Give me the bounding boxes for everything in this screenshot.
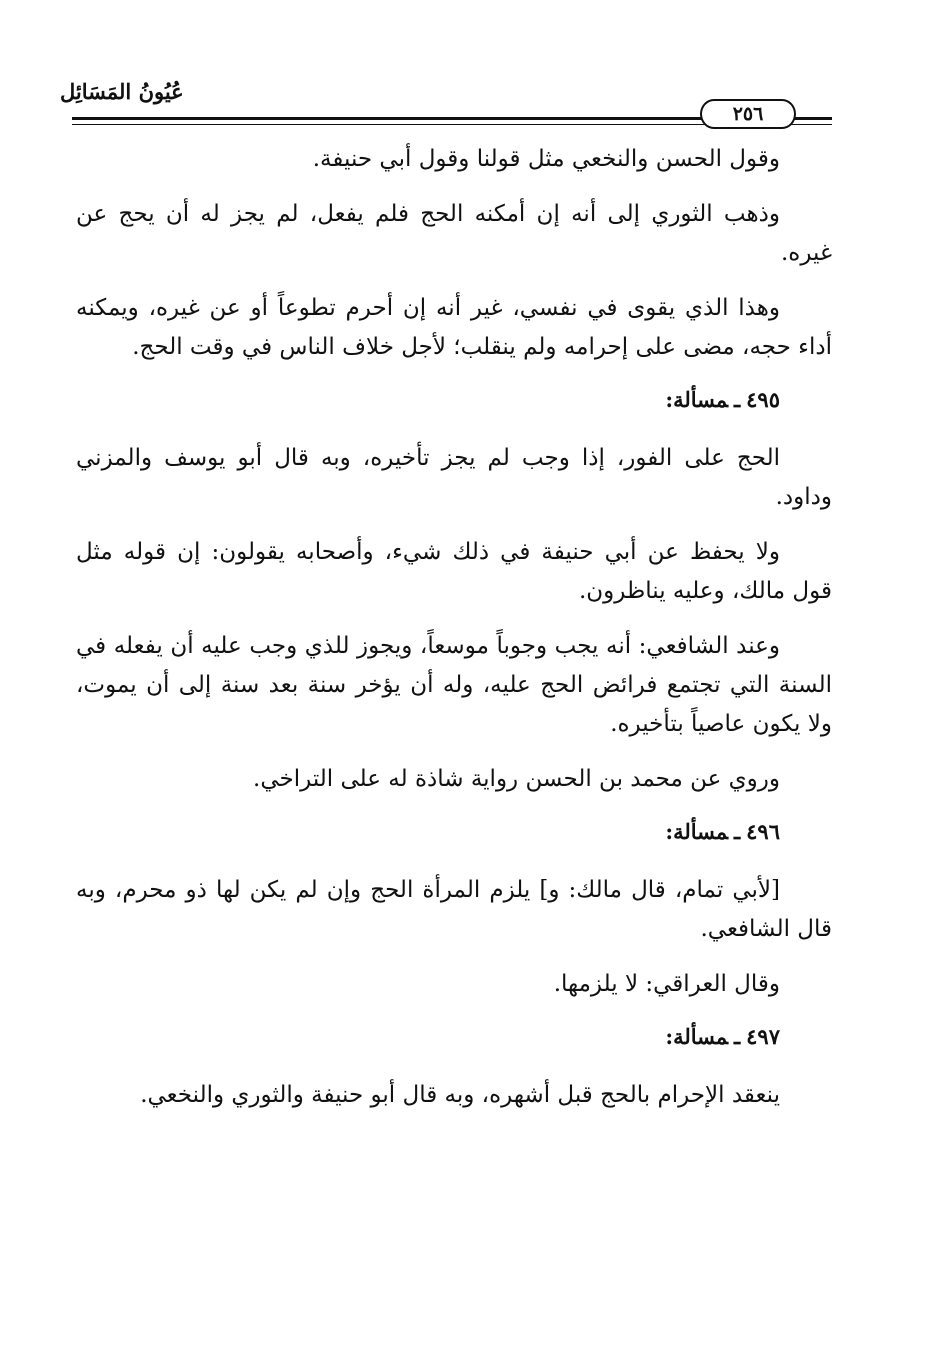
issue-label: مسألة: <box>665 387 728 412</box>
paragraph: ينعقد الإحرام بالحج قبل أشهره، وبه قال أبو حنيفة والثوري والنخعي. <box>140 1082 780 1108</box>
issue-label: مسألة: <box>665 1024 728 1049</box>
paragraph: [لأبي تمام، قال مالك: و] يلزم المرأة الحج وإن لم يكن لها ذو محرم، وبه قال الشافعي. <box>76 877 832 942</box>
paragraph: وهذا الذي يقوى في نفسي، غير أنه إن أحرم تطوعاً أو عن غيره، ويمكنه أداء حجه، مضى على إحرامه ولم ينقلب؛ لأجل خلاف الناس في وقت الحج. <box>76 295 832 360</box>
paragraph: وروي عن محمد بن الحسن رواية شاذة له على التراخي. <box>253 766 780 792</box>
issue-separator: ـ <box>734 1024 741 1049</box>
paragraph: وقول الحسن والنخعي مثل قولنا وقول أبي حنيفة. <box>312 146 780 172</box>
paragraph: وقال العراقي: لا يلزمها. <box>553 971 780 997</box>
issue-number: ٤٩٦ <box>746 819 780 844</box>
paragraph: ولا يحفظ عن أبي حنيفة في ذلك شيء، وأصحابه يقولون: إن قوله مثل قول مالك، وعليه يناظرون. <box>76 539 832 604</box>
issue-label: مسألة: <box>665 819 728 844</box>
issue-number: ٤٩٧ <box>746 1024 780 1049</box>
issue-separator: ـ <box>734 819 741 844</box>
paragraph: الحج على الفور، إذا وجب لم يجز تأخيره، وبه قال أبو يوسف والمزني وداود. <box>76 445 832 510</box>
paragraph: وذهب الثوري إلى أنه إن أمكنه الحج فلم يفعل، لم يجز له أن يحج عن غيره. <box>76 201 832 266</box>
issue-heading-495 <box>76 383 832 417</box>
issue-separator: ـ <box>734 387 741 412</box>
running-header-title: عُيُونُ المَسَائِل <box>60 79 184 104</box>
page-body <box>76 140 832 1131</box>
page-number: ٢٥٦ <box>700 99 796 129</box>
issue-number: ٤٩٥ <box>746 387 780 412</box>
issue-heading-496 <box>76 815 832 849</box>
paragraph: وعند الشافعي: أنه يجب وجوباً موسعاً، ويجوز للذي وجب عليه أن يفعله في السنة التي تجتمع فرائض الحج عليه، وله أن يؤخر سنة بعد سنة إلى أن يموت، ولا يكون عاصياً بتأخيره. <box>76 633 832 737</box>
issue-heading-497 <box>76 1020 832 1054</box>
